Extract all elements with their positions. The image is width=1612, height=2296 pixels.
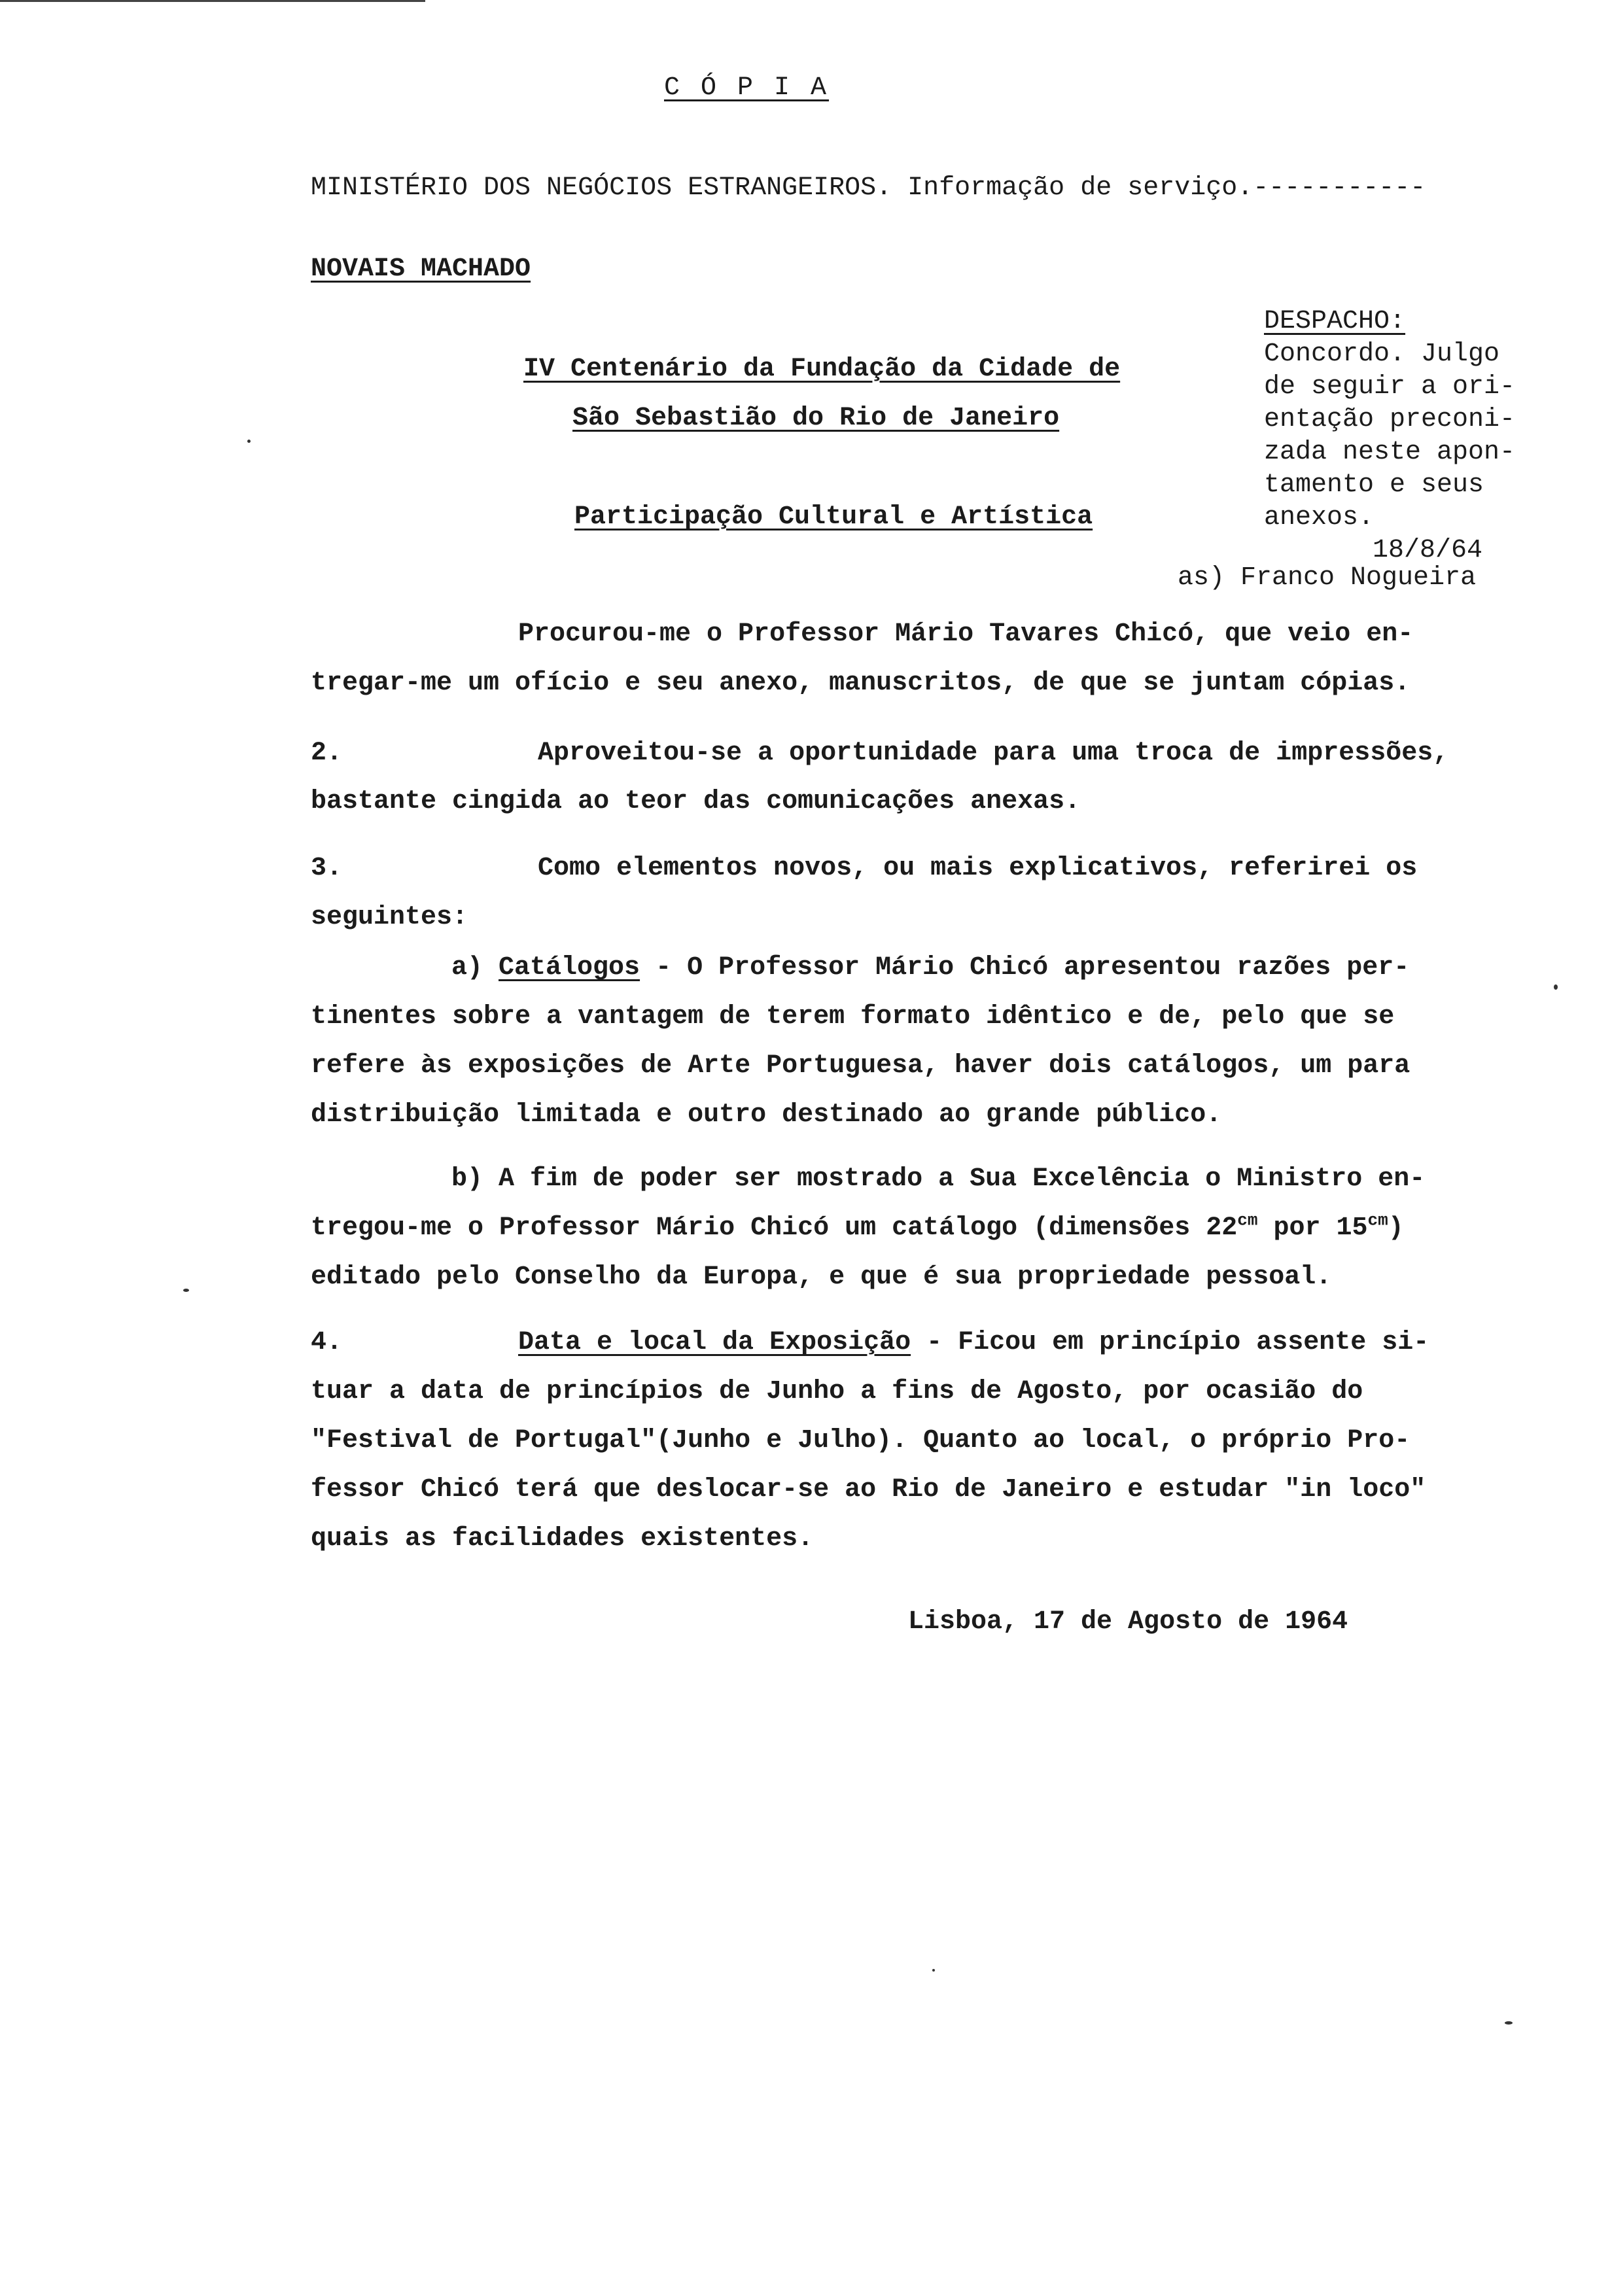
scan-speck (932, 1969, 935, 1972)
paragraph-2-number: 2. (311, 739, 343, 768)
paragraph-3-line: seguintes: (311, 903, 468, 932)
scan-edge-line (0, 0, 425, 2)
despacho-line: entação preconi- (1264, 405, 1516, 434)
paragraph-4-line: "Festival de Portugal"(Junho e Julho). Quanto ao local, o próprio Pro- (311, 1426, 1410, 1455)
item-b-text: ) (1388, 1213, 1404, 1243)
unit-superscript: cm (1367, 1210, 1388, 1230)
subject-line-3: Participação Cultural e Artística (574, 502, 1093, 532)
paragraph-4-line: quais as facilidades existentes. (311, 1524, 814, 1554)
paragraph-4-line: fessor Chicó terá que deslocar-se ao Rio de Janeiro e estudar "in loco" (311, 1475, 1426, 1505)
subject-line-2: São Sebastião do Rio de Janeiro (572, 404, 1060, 433)
item-b-text: por 15 (1257, 1213, 1368, 1243)
despacho-line: Concordo. Julgo (1264, 339, 1500, 369)
despacho-line: de seguir a ori- (1264, 372, 1516, 402)
paragraph-3-line: Como elementos novos, ou mais explicativos, referirei os (538, 854, 1418, 883)
despacho-line: zada neste apon- (1264, 438, 1516, 467)
scan-speck (183, 1289, 189, 1292)
item-b-line: b) A fim de poder ser mostrado a Sua Excelência o Ministro en- (451, 1164, 1426, 1194)
ministry-line: MINISTÉRIO DOS NEGÓCIOS ESTRANGEIROS. Informação de serviço.----------- (311, 173, 1426, 203)
copy-label: C Ó P I A (664, 73, 830, 103)
paragraph-4-line: tuar a data de princípios de Junho a fins de Agosto, por ocasião do (311, 1377, 1363, 1406)
paragraph-4-heading: Data e local da Exposição (518, 1328, 911, 1357)
paragraph-4-line-1 (518, 1330, 1429, 1356)
item-b-line: editado pelo Conselho da Europa, e que é sua propriedade pessoal. (311, 1262, 1332, 1292)
despacho-title: DESPACHO: (1264, 307, 1406, 336)
paragraph-2-line: Aproveitou-se a oportunidade para uma troca de impressões, (538, 739, 1449, 768)
item-a-line: tinentes sobre a vantagem de terem formato idêntico e de, pelo que se (311, 1002, 1395, 1032)
paragraph-2-line: bastante cingida ao teor das comunicações anexas. (311, 787, 1081, 816)
despacho-line: tamento e seus (1264, 470, 1484, 500)
scan-speck (1505, 2021, 1513, 2025)
scan-speck (1554, 984, 1558, 990)
unit-superscript: cm (1237, 1210, 1258, 1230)
paragraph-4-text: - Ficou em princípio assente si- (911, 1328, 1429, 1357)
scan-speck (247, 440, 251, 443)
paragraph-3-number: 3. (311, 854, 343, 883)
author-name: NOVAIS MACHADO (311, 254, 531, 284)
despacho-date: 18/8/64 (1373, 536, 1483, 565)
item-a-prefix: a) (451, 953, 499, 983)
paragraph-1-line: Procurou-me o Professor Mário Tavares Chicó, que veio en- (518, 619, 1414, 649)
despacho-signature: as) Franco Nogueira (1178, 563, 1477, 593)
item-a-heading: Catálogos (499, 953, 640, 983)
item-b-text: tregou-me o Professor Mário Chicó um catálogo (dimensões 22 (311, 1213, 1238, 1243)
subject-line-1: IV Centenário da Fundação da Cidade de (523, 355, 1121, 384)
item-a-line-1 (451, 955, 1409, 981)
item-a-text: - O Professor Mário Chicó apresentou razões per- (640, 953, 1410, 983)
place-and-date: Lisboa, 17 de Agosto de 1964 (908, 1607, 1348, 1637)
despacho-line: anexos. (1264, 503, 1375, 532)
paragraph-1-line: tregar-me um ofício e seu anexo, manuscritos, de que se juntam cópias. (311, 669, 1410, 698)
paragraph-4-number: 4. (311, 1328, 343, 1357)
item-b-line-2 (311, 1210, 1404, 1243)
item-a-line: distribuição limitada e outro destinado ao grande público. (311, 1100, 1222, 1130)
item-a-line: refere às exposições de Arte Portuguesa, haver dois catálogos, um para (311, 1051, 1410, 1081)
